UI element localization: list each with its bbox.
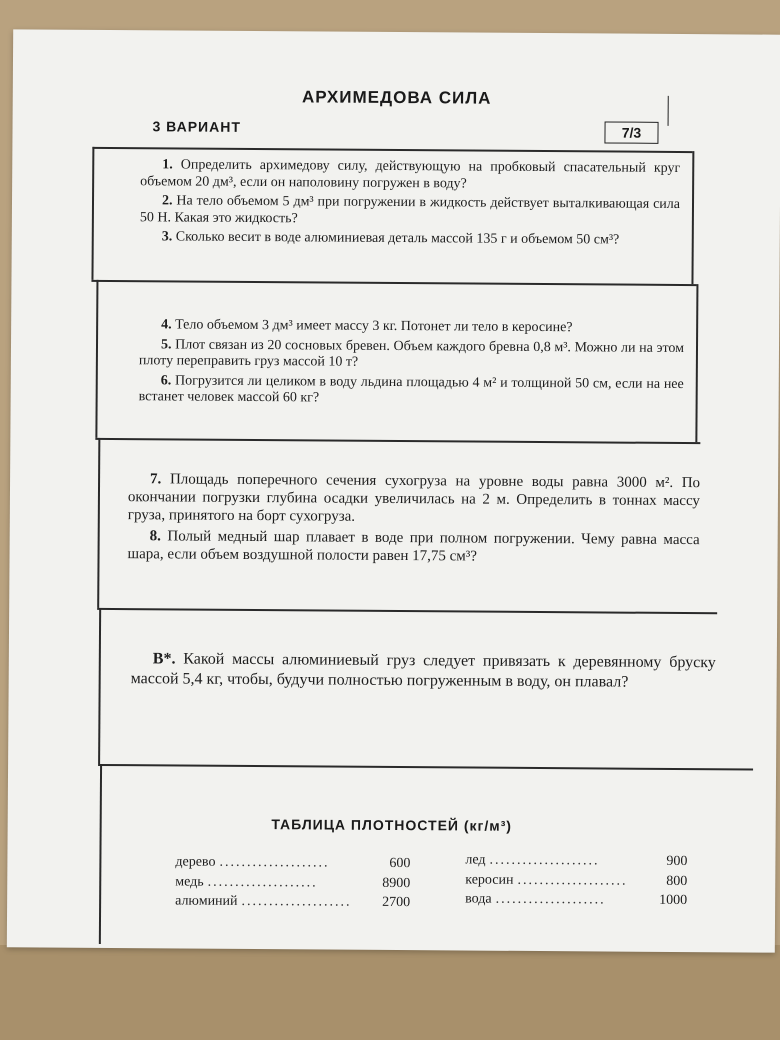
variant-code-box: 7/3 bbox=[604, 121, 658, 143]
section-border bbox=[98, 608, 101, 764]
section-divider bbox=[97, 608, 717, 614]
task-6: 6. Погрузится ли целиком в воду льдина площадью 4 м² и толщиной 50 см, если на нее встанет человек массой 60 кг? bbox=[138, 372, 684, 406]
task-section-1 bbox=[140, 157, 681, 252]
task-section-bonus bbox=[131, 649, 716, 696]
task-section-3 bbox=[127, 470, 700, 570]
density-column-right bbox=[465, 851, 687, 911]
density-row: керосин .................... 800 bbox=[465, 872, 688, 889]
task-bonus: В*. Какой массы алюминиевый груз следует привязать к деревянному бруску массой 5,4 кг, чтобы, будучи полностью погруженным в воду, он плавал? bbox=[130, 650, 716, 691]
density-row: дерево .................... 600 bbox=[175, 854, 411, 872]
section-border bbox=[95, 280, 98, 438]
task-4: 4. Тело объемом 3 дм³ имеет массу 3 кг. Потонет ли тело в керосине? bbox=[161, 317, 573, 336]
task-1: 1. Определить архимедову силу, действующую на пробковый спасательный круг объемом 20 дм³, если он наполовину погружен в воду? bbox=[140, 157, 681, 192]
task-2: 2. На тело объемом 5 дм³ при погружении в жидкость действует выталкивающая сила 50 Н. Какая это жидкость? bbox=[139, 193, 681, 226]
table-surface bbox=[0, 945, 780, 1040]
density-row: лед .................... 900 bbox=[465, 852, 688, 870]
section-divider bbox=[95, 438, 700, 444]
worksheet-page bbox=[7, 29, 780, 952]
density-column-left bbox=[175, 852, 410, 912]
section-border bbox=[97, 438, 100, 608]
density-row: вода .................... 1000 bbox=[465, 891, 688, 909]
task-7: 7. Площадь поперечного сечения сухогруза на уровне воды равна 3000 м². По окончании погрузки глубина осадки увеличилась на 2 м. Определить в тоннах массу груза, принятого на борт сухогруза. bbox=[127, 471, 701, 525]
variant-label: 3 ВАРИАНТ bbox=[152, 118, 241, 135]
task-5: 5. Плот связан из 20 сосновых бревен. Объем каждого бревна 0,8 м³. Можно ли на этом плоту переправить груз массой 10 т? bbox=[138, 336, 685, 370]
section-border bbox=[691, 151, 693, 284]
section-divider bbox=[92, 147, 692, 153]
task-section-2 bbox=[139, 317, 685, 412]
section-divider bbox=[98, 764, 753, 770]
section-border bbox=[695, 284, 698, 442]
density-table-title: ТАБЛИЦА ПЛОТНОСТЕЙ (кг/м³) bbox=[271, 816, 513, 834]
density-row: алюминий .................... 2700 bbox=[175, 893, 411, 911]
section-border bbox=[99, 764, 102, 944]
section-border bbox=[91, 147, 93, 280]
density-row: медь .................... 8900 bbox=[175, 873, 411, 891]
task-3: 3. Сколько весит в воде алюминиевая деталь массой 135 г и объемом 50 см³? bbox=[161, 229, 620, 248]
task-8: 8. Полый медный шар плавает в воде при полном погружении. Чему равна масса шара, если объем воздушной полости равен 17,75 см³? bbox=[127, 528, 700, 565]
section-divider bbox=[91, 280, 696, 286]
page-title: АРХИМЕДОВА СИЛА bbox=[301, 87, 492, 108]
